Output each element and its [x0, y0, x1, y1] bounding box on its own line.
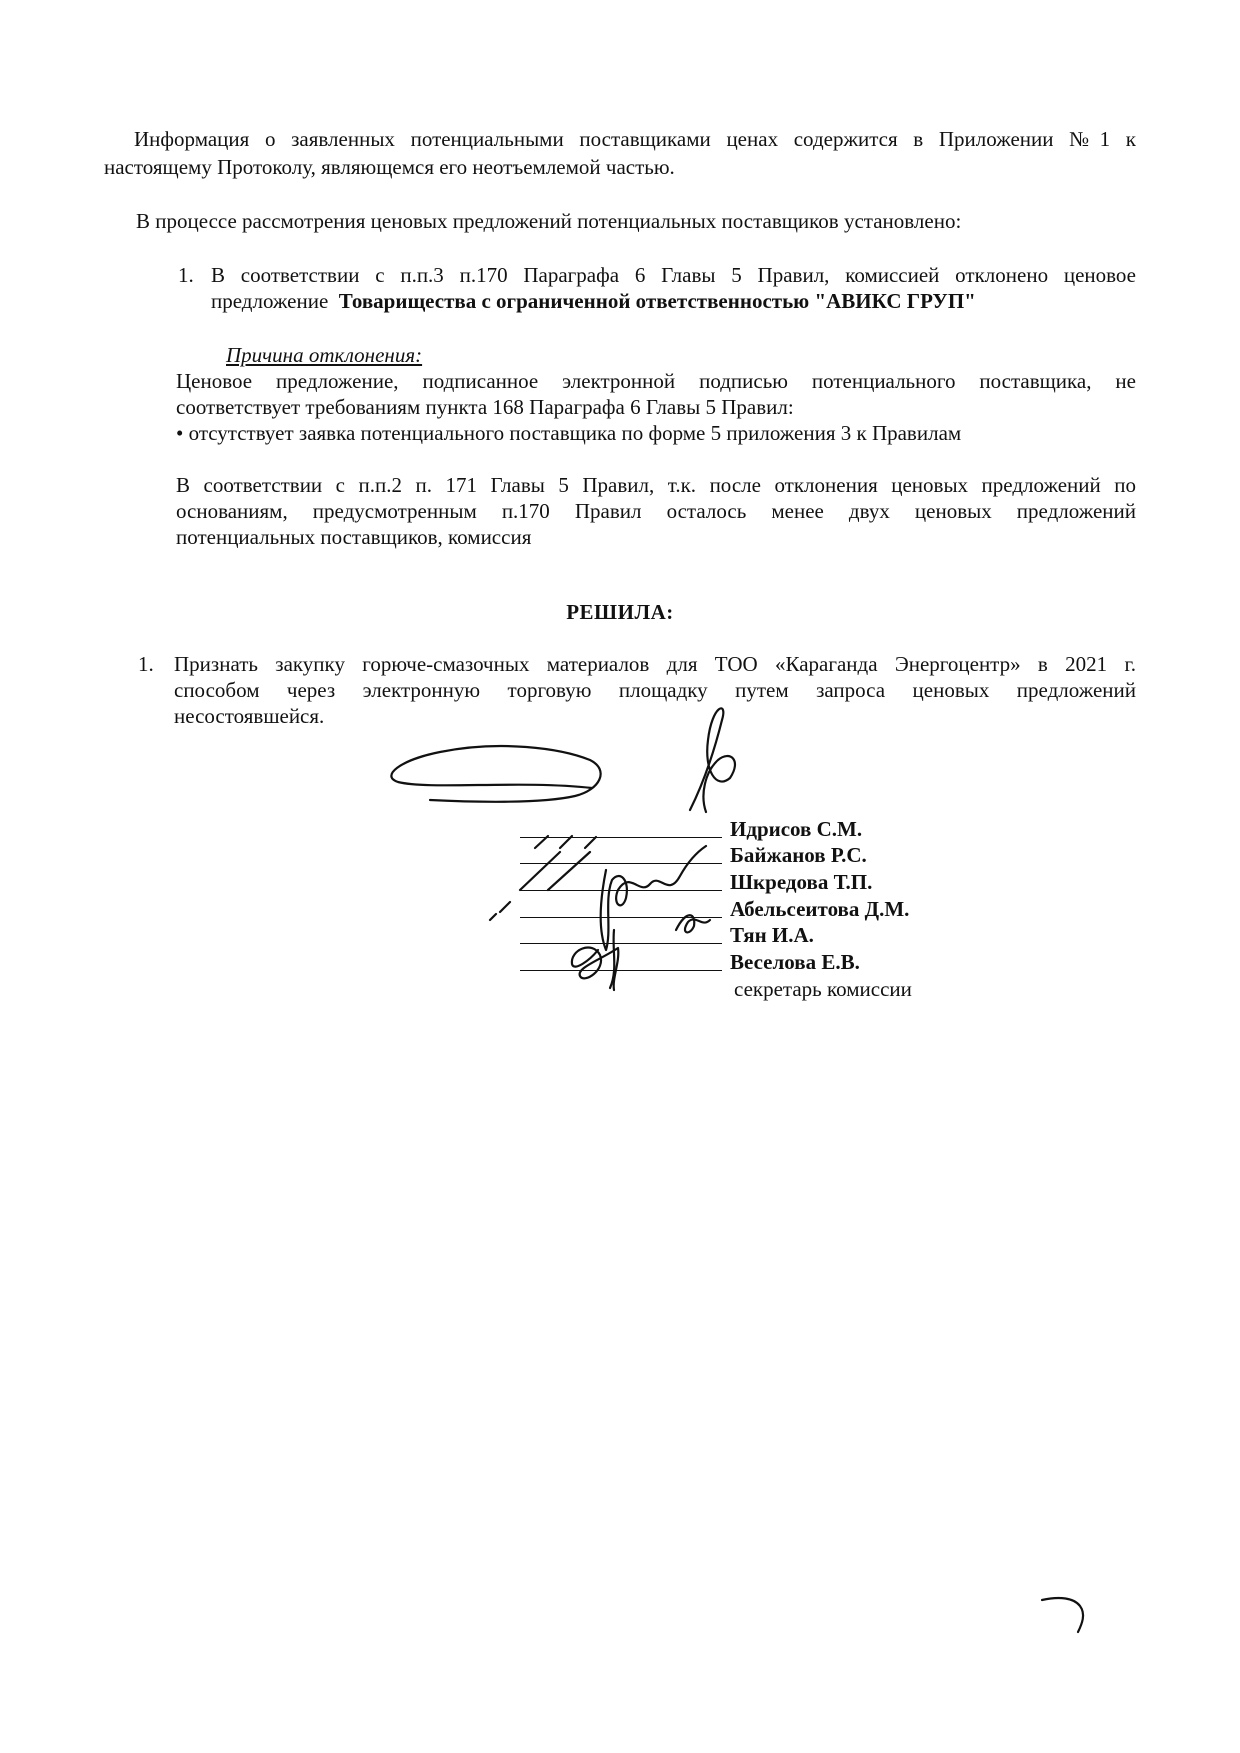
signature-line [520, 837, 722, 838]
signature-scratch [520, 852, 590, 890]
signature-line [520, 970, 722, 971]
rejection-reason-title: Причина отклонения: [226, 343, 423, 367]
conclusion-line-3: потенциальных поставщиков, комиссия [176, 525, 532, 549]
corner-mark [1042, 1598, 1083, 1632]
item-text-line-2 [211, 288, 1136, 314]
signatory-name: Абельсеитова Д.М. [730, 897, 910, 921]
supplier-name: Товарищества с ограниченной ответственностью "АВИКС ГРУП" [338, 289, 976, 313]
signature-bottom [572, 948, 618, 990]
item-number: 1. [178, 263, 194, 287]
item-text-prefix: предложение [211, 289, 329, 313]
decision-line-1: Признать закупку горюче-смазочных материалов для ТОО «Караганда Энергоцентр» в 2021 г. [174, 652, 1136, 676]
rejection-line-2: соответствует требованиям пункта 168 Параграфа 6 Главы 5 Правил: [176, 395, 794, 419]
decision-heading: РЕШИЛА: [566, 600, 674, 624]
conclusion-line-1: В соответствии с п.п.2 п. 171 Главы 5 Правил, т.к. после отклонения ценовых предложений по [176, 473, 1136, 497]
rejection-bullet: • отсутствует заявка потенциального поставщика по форме 5 приложения 3 к Правилам [176, 421, 962, 445]
intro-paragraph-line-2: настоящему Протоколу, являющемся его неотъемлемой частью. [104, 155, 675, 179]
signature-line [520, 890, 722, 891]
secretary-role: секретарь комиссии [734, 977, 912, 1001]
intro-paragraph-line-1: Информация о заявленных потенциальными поставщиками ценах содержится в Приложении №1 к [134, 127, 1136, 151]
signature-flourish [391, 746, 600, 802]
signature-scratch [490, 902, 510, 920]
decision-line-3: несостоявшейся. [174, 704, 325, 728]
signature-line [520, 943, 722, 944]
rejection-line-1: Ценовое предложение, подписанное электронной подписью потенциального поставщика, не [176, 369, 1136, 393]
signatory-name: Веселова Е.В. [730, 950, 860, 974]
process-paragraph: В процессе рассмотрения ценовых предложений потенциальных поставщиков установлено: [136, 209, 962, 233]
signatory-name: Идрисов С.М. [730, 817, 863, 841]
decision-line-2: способом через электронную торговую площадку путем запроса ценовых предложений [174, 678, 1136, 702]
conclusion-line-2: основаниям, предусмотренным п.170 Правил осталось менее двух ценовых предложений [176, 499, 1136, 523]
signature-middle [601, 846, 706, 950]
signature-line [520, 917, 722, 918]
signatory-name: Тян И.А. [730, 923, 814, 947]
signatory-name: Байжанов Р.С. [730, 843, 867, 867]
signatory-name: Шкредова Т.П. [730, 870, 873, 894]
decision-number: 1. [138, 652, 154, 676]
signature-bottom-loop [610, 930, 614, 988]
item-text-line-1: В соответствии с п.п.3 п.170 Параграфа 6 Главы 5 Правил, комиссией отклонено ценовое [211, 263, 1136, 287]
signature-line [520, 863, 722, 864]
